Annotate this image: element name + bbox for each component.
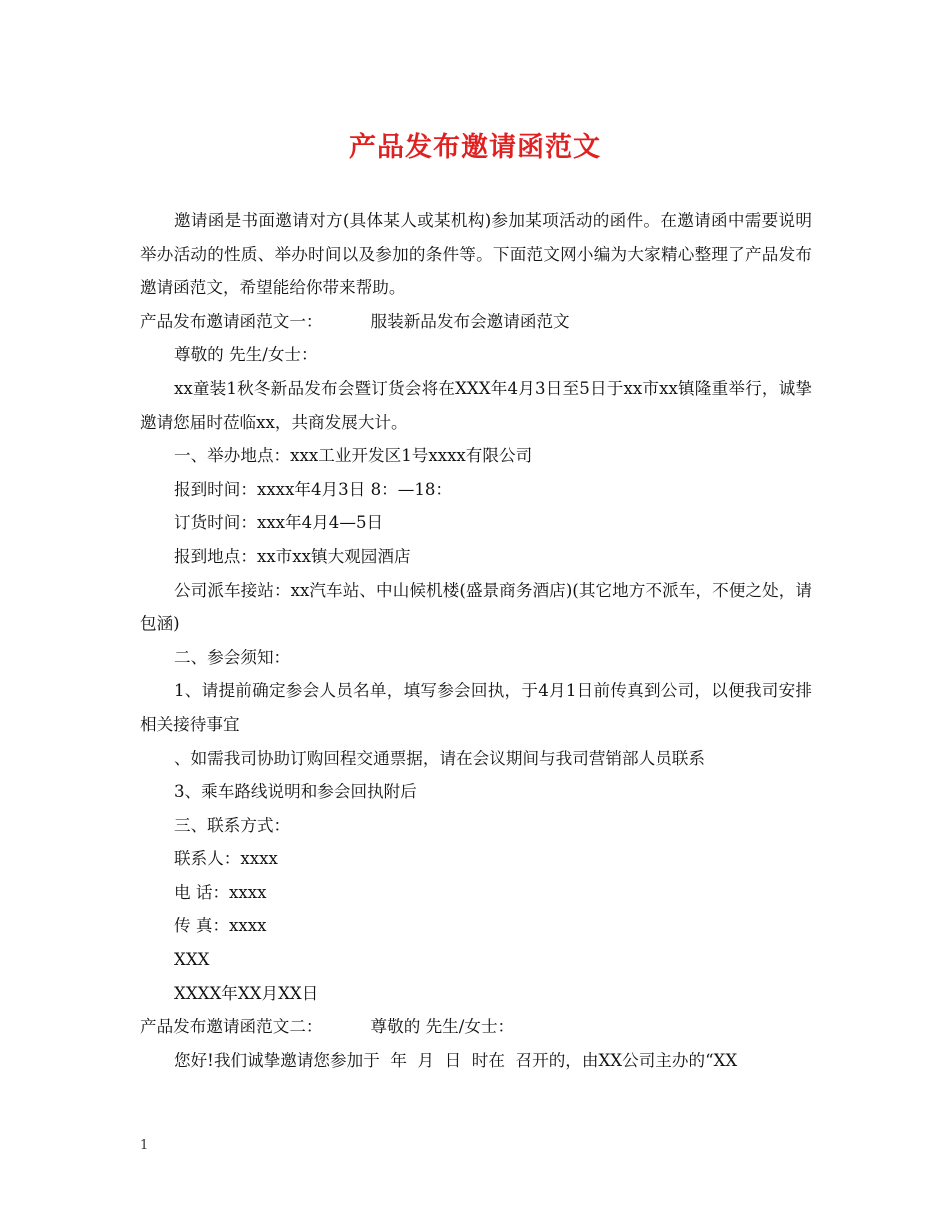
- contact-phone: 电 话：xxxx: [174, 882, 267, 902]
- order-time-line: 订货时间：xxx年4月4—5日: [174, 513, 384, 533]
- signature-name: XXX: [174, 950, 210, 970]
- section-subtitle-one: 服装新品发布会邀请函范文: [370, 311, 570, 331]
- venue-line: 一、举办地点：xxx工业开发区1号xxxx有限公司: [174, 446, 533, 466]
- signature-date: XXXX年XX月XX日: [174, 983, 319, 1003]
- section-heading-one: [140, 305, 812, 339]
- section-label-one: 产品发布邀请函范文一：: [140, 311, 323, 331]
- contact-person: 联系人：xxxx: [174, 849, 278, 869]
- notice-heading: 二、参会须知：: [174, 647, 291, 667]
- contact-heading: 三、联系方式：: [174, 815, 291, 835]
- page-number: 1: [140, 1138, 149, 1153]
- salutation-two: 尊敬的 先生/女士：: [370, 1017, 515, 1037]
- contact-fax: 传 真：xxxx: [174, 916, 267, 936]
- registration-time-line: 报到时间：xxxx年4月3日 8：—18：: [174, 479, 453, 499]
- section-label-two: 产品发布邀请函范文二：: [140, 1017, 323, 1037]
- shuttle-paragraph: 公司派车接站：xx汽车站、中山候机楼(盛景商务酒店)(其它地方不派车，不便之处，请包涵): [140, 580, 812, 634]
- notice-item-2: 、如需我司协助订购回程交通票据，请在会议期间与我司营销部人员联系: [174, 748, 705, 768]
- section-heading-two: [140, 1010, 812, 1044]
- salutation: 尊敬的 先生/女士：: [174, 345, 318, 365]
- notice-item-3: 3、乘车路线说明和参会回执附后: [174, 782, 417, 802]
- intro-paragraph: 邀请函是书面邀请对方(具体某人或某机构)参加某项活动的函件。在邀请函中需要说明举办活动的性质、举办时间以及参加的条件等。下面范文网小编为大家精心整理了产品发布邀请函范文，希望能给你带来帮助。: [140, 211, 812, 298]
- notice-item-1: 1、请提前确定参会人员名单，填写参会回执，于4月1日前传真到公司，以便我司安排相关接待事宜: [140, 681, 812, 734]
- document-body: [140, 204, 812, 1077]
- greeting-paragraph: 您好!我们诚挚邀请您参加于 年 月 日 时在 召开的，由XX公司主办的“XX: [174, 1050, 738, 1070]
- document-title: 产品发布邀请函范文: [349, 132, 601, 163]
- invitation-paragraph: xx童装1秋冬新品发布会暨订货会将在XXX年4月3日至5日于xx市xx镇隆重举行，诚挚邀请您届时莅临xx，共商发展大计。: [140, 378, 812, 432]
- registration-place-line: 报到地点：xx市xx镇大观园酒店: [174, 546, 411, 566]
